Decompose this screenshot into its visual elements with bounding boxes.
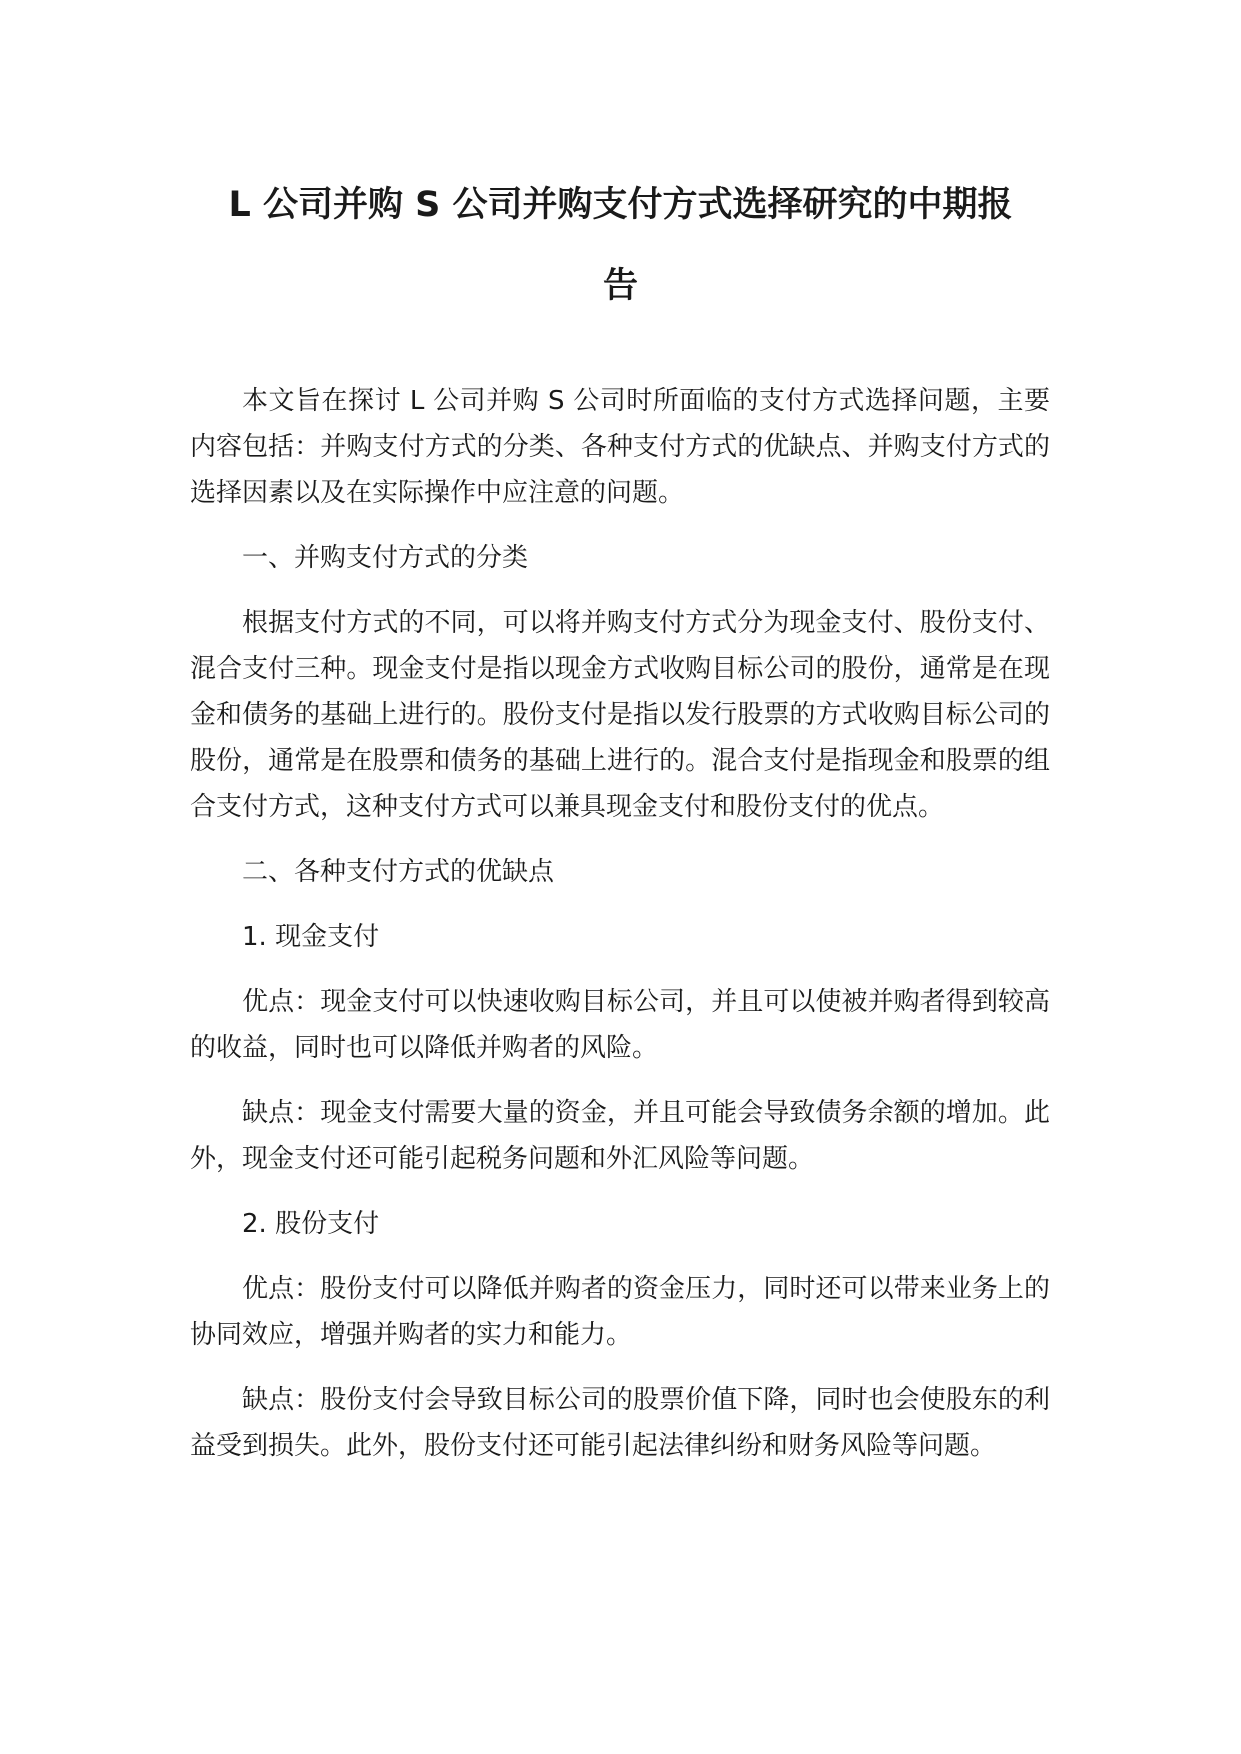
cash-payment-cons: 缺点：现金支付需要大量的资金，并且可能会导致债务余额的增加。此外，现金支付还可能引起税务问题和外汇风险等问题。 — [190, 1098, 1050, 1174]
cash-payment-pros: 优点：现金支付可以快速收购目标公司，并且可以使被并购者得到较高的收益，同时也可以降低并购者的风险。 — [190, 987, 1050, 1063]
stock-payment-cons: 缺点：股份支付会导致目标公司的股票价值下降，同时也会使股东的利益受到损失。此外，股份支付还可能引起法律纠纷和财务风险等问题。 — [190, 1385, 1050, 1461]
section2-heading: 二、各种支付方式的优缺点 — [242, 857, 555, 887]
document-title-line1: L 公司并购 S 公司并购支付方式选择研究的中期报 — [228, 185, 1013, 225]
stock-payment-pros: 优点：股份支付可以降低并购者的资金压力，同时还可以带来业务上的协同效应，增强并购者的实力和能力。 — [190, 1274, 1050, 1350]
cash-payment-heading: 1. 现金支付 — [242, 922, 380, 952]
document-body — [190, 378, 1050, 1488]
section1-heading: 一、并购支付方式的分类 — [242, 543, 529, 573]
intro-paragraph: 本文旨在探讨 L 公司并购 S 公司时所面临的支付方式选择问题，主要内容包括：并购支付方式的分类、各种支付方式的优缺点、并购支付方式的选择因素以及在实际操作中应注意的问题。 — [190, 386, 1050, 508]
section1-paragraph: 根据支付方式的不同，可以将并购支付方式分为现金支付、股份支付、混合支付三种。现金支付是指以现金方式收购目标公司的股份，通常是在现金和债务的基础上进行的。股份支付是指以发行股票的方式收购目标公司的股份，通常是在股票和债务的基础上进行的。混合支付是指现金和股票的组合支付方式，这种支付方式可以兼具现金支付和股份支付的优点。 — [190, 608, 1050, 822]
stock-payment-heading: 2. 股份支付 — [242, 1209, 380, 1239]
document-title-line2: 告 — [602, 266, 638, 306]
